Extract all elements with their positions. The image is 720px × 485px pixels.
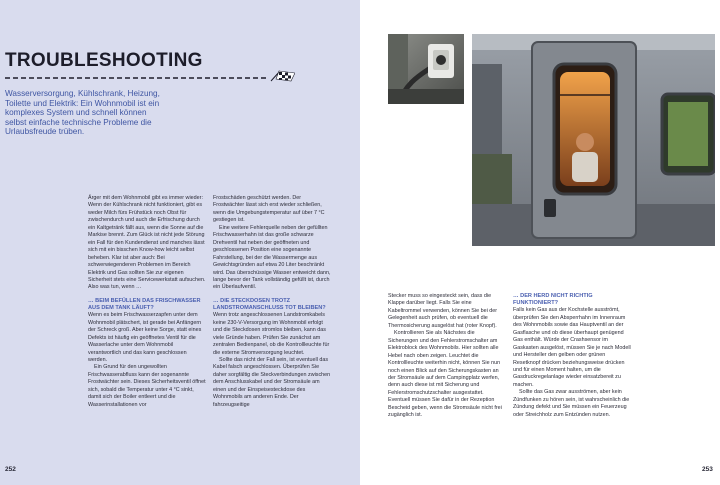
body-paragraph: Stecker muss so eingesteckt sein, dass die Klappe darüber liegt. Falls Sie eine Kabeltrommel verwenden, können Sie bei der Gelegenheit auch prüfen, ob eventuell die Thermosicherung ausgelöst hat (roter Knopf). (388, 293, 498, 329)
section-heading-stove: … DER HERD NICHT RICHTIG FUNKTIONIERT? (513, 293, 593, 307)
title-dashed-rule (5, 70, 295, 82)
text-column-2 (213, 195, 331, 409)
text-column-1 (88, 195, 206, 409)
body-paragraph: Ärger mit dem Wohnmobil gibt es immer wieder: Wenn der Kühlschrank nicht funktioniert, gibt es weder Milch fürs Frühstück noch Obst für zwischendurch und auch die Erfrischung durch ein Kaltgetränk fällt aus, wenn die Sonne auf die Markise brennt. Zum Glück ist nicht jede Störung ein Fall für den Kundendienst und manches lässt sich mit ein bisschen Know-how leicht selbst beheben. Klar ist aber auch: Bei schwerwiegenderen Problemen im Bereich Elektrik und Gas sollten Sie zur eigenen Sicherheit stets eine Servicewerkstatt aufsuchen. Also was tun, wenn … (88, 195, 206, 291)
body-paragraph: Eine weitere Fehlerquelle neben der gefüllten Frischwasserhahn ist das große schwarze Drehventil hat neben der geöffneten und geschlossenen Position eine sogenannte Fahrstellung, bei der die Wassermenge aus Gewichtsgründen auf etwa 20 Liter beschränkt wird. Das überschüssige Wasser entweicht dann, lange bevor der Tank vollständig gefüllt ist, durch ein Überlaufventil. (213, 224, 331, 291)
body-paragraph: Frostschäden geschützt werden. Der Frostwächter lässt sich erst wieder schließen, wenn die Umgebungstemperatur auf über 7 °C gestiegen ist. (213, 195, 325, 224)
checkered-flag-icon (271, 71, 295, 81)
body-paragraph: Ein Grund für den ungewollten Frischwasserabfluss kann der sogenannte Frostwächter sein. Dieses Sicherheitsventil öffnet sich, sobald die Temperatur unter 4 °C sinkt, damit sich der Boiler entleert und die Wasserinstallationen vor (88, 364, 206, 408)
body-paragraph: Sollte das Gas zwar ausströmen, aber kein Zündfunken zu hören sein, ist wahrscheinlich die Zündung defekt und Sie müssen ein Feuerzeug oder Streichholz zum Entzünden nutzen. (513, 389, 630, 418)
section-heading-sockets: … DIE STECKDOSEN TROTZ LANDSTROMANSCHLUSS TOT BLEIBEN? (213, 297, 326, 312)
page-title: TROUBLESHOOTING (5, 50, 203, 71)
body-paragraph: Wenn es beim Frischwasserzapfen unter dem Wohnmobil plätschert, ist gerade bei Anfängern der Schreck groß. Aber keine Sorge, statt eines Defekts ist häufig ein geöffnetes Ventil für die Wasserlache unter dem Wohnmobil verantwortlich und das kann geschlossen werden. (88, 312, 202, 364)
body-paragraph: Wenn trotz angeschlossenen Landstromkabels keine 230-V-Versorgung im Wohnmobil erfolgt und die Steckdosen stromlos bleiben, kann das viele Gründe haben. Prüfen Sie zunächst am zentralen Bedienpanel, ob die Kontrollleuchte für die externe Stromversorgung leuchtet. (213, 312, 330, 356)
photo-power-plug (388, 34, 464, 104)
text-column-3 (388, 293, 503, 420)
body-paragraph: Kontrollieren Sie als Nächstes die Sicherungen und den Fehlerstromschalter am Elektroblock des Wohnmobils. Hier sollten alle Hebel nach oben zeigen. Leuchtet die Kontrollleuchte weiterhin nicht, können Sie nun noch einen Blick auf den Sicherungskasten an der Stromsäule auf dem Campingplatz werfen, denn auch diese ist mit Sicherung und Fehlerstromschutzschalter ausgestattet. Eventuell müssen Sie dafür in der Rezeption Bescheid geben, wenn die Stromsäule nicht frei zugänglich ist. (388, 330, 502, 419)
lead-paragraph: Wasserversorgung, Kühlschrank, Heizung, Toilette und Elektrik: Ein Wohnmobil ist ein komplexes System und schnell können selbst einfache technische Probleme die Urlaubsfreude trüben. (5, 89, 160, 137)
section-heading-water: … BEIM BEFÜLLEN DAS FRISCHWASSER AUS DEM TANK LÄUFT? (88, 297, 201, 312)
page-number-right: 253 (702, 466, 713, 473)
photo-motorhome-window (472, 34, 715, 246)
body-paragraph: Sollte das nicht der Fall sein, ist eventuell das Kabel falsch angeschlossen. Überprüfen Sie daher sorgfältig die Steckverbindungen zwischen dem Anschlusskabel und der Stromsäule am einen und der Einspeisesteckdose des Wohnmobils am anderen Ende. Der fahrzeugseitige (213, 357, 331, 408)
page-number-left: 252 (5, 466, 16, 473)
text-column-4 (513, 293, 631, 419)
body-paragraph: Falls kein Gas aus der Kochstelle ausströmt, überprüfen Sie den Absperrhahn im Innenraum des Wohnmobils sowie das Hauptventil an der Gasflasche und ob diese überhaupt genügend Gas enthält. Würde der Crashsensor im Gaskasten ausgelöst, müssen Sie je nach Modell und Hersteller den gelben oder grünen Resetknopf drücken beziehungsweise drücken und für einen Moment halten, um die Gasdruckregelanlage wieder einsatzbereit zu machen. (513, 307, 631, 388)
